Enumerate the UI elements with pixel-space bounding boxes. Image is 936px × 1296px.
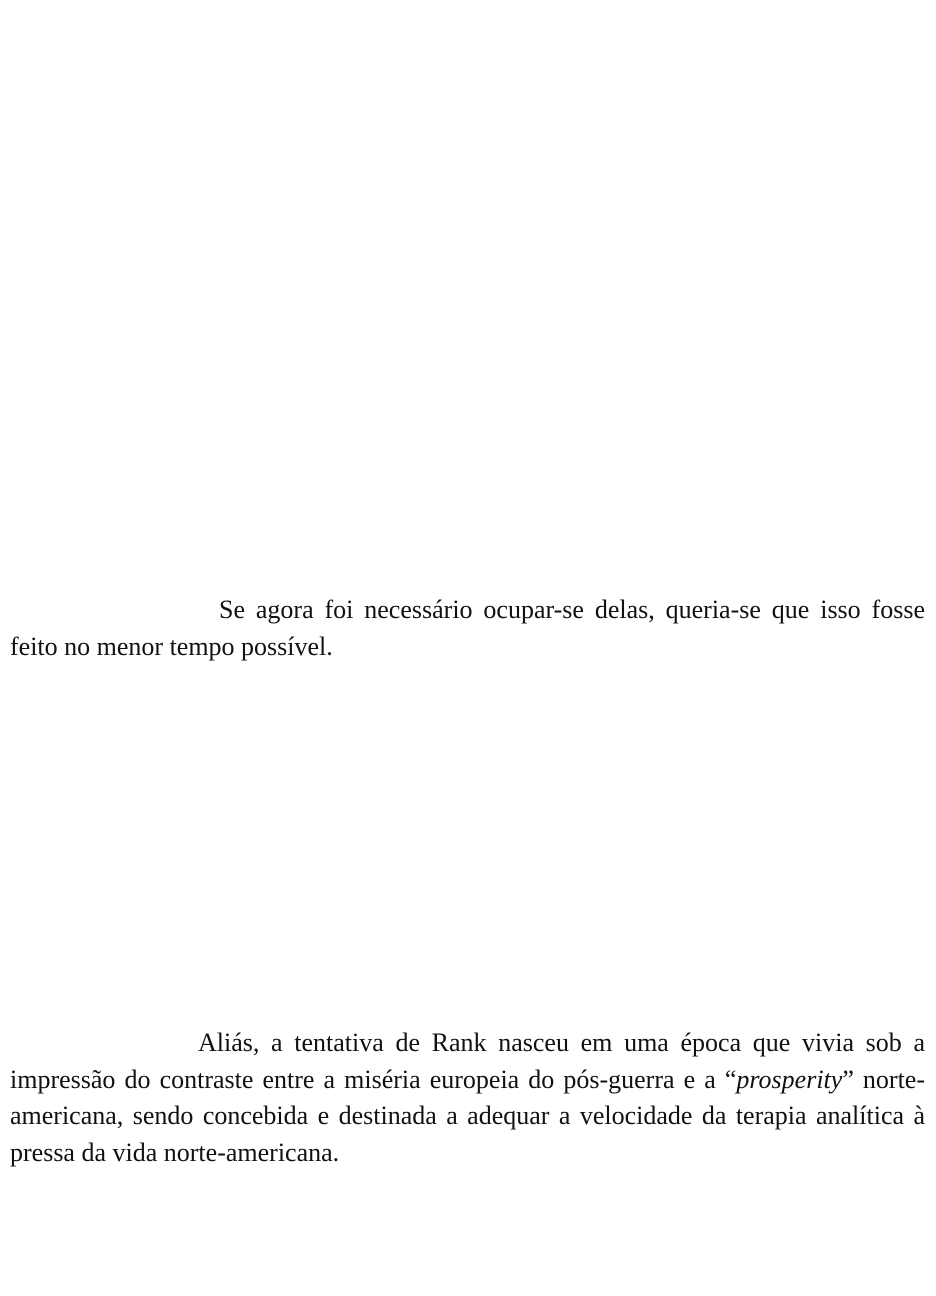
paragraph-2: [10, 1025, 925, 1171]
paragraph-2-text-start: Aliás, a tentativa de Rank nasceu em uma época que vivia sob a impressão do contraste entre a miséria europeia do pós-guerra e a “: [10, 1028, 925, 1094]
paragraph-1: [10, 592, 925, 665]
italic-term-prosperity: prosperity: [736, 1064, 843, 1094]
paragraph-2-text-end: ” norte-americana, sendo concebida e destinada a adequar a velocidade da terapia analítica à pressa da vida norte-americana.: [10, 1064, 926, 1167]
paragraph-1-text: Se agora foi necessário ocupar-se delas, queria-se que isso fosse feito no menor tempo possível.: [10, 595, 925, 661]
